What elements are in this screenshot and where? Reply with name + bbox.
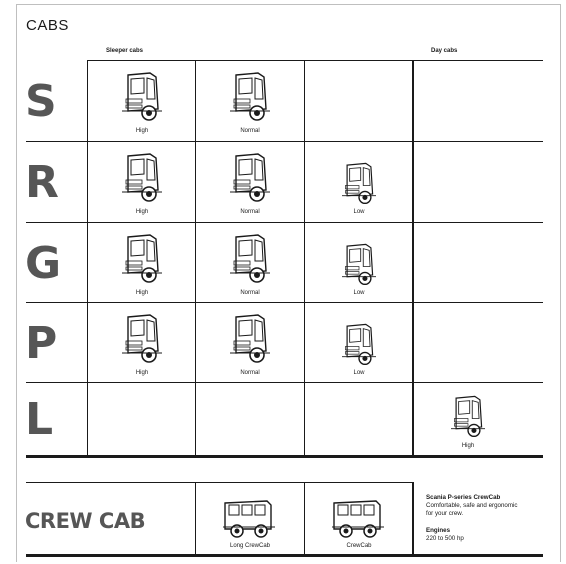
page-title: CABS [26,17,69,34]
row-letter-r: R [25,157,59,208]
cell-p-normal[interactable] [196,303,304,383]
cell-long-crewcab[interactable] [196,483,304,554]
cell-r-low[interactable] [305,142,413,222]
cell-s-normal[interactable] [196,61,304,141]
row-letter-g: G [25,238,62,289]
cell-s-high[interactable] [88,61,196,141]
cell-caption: Normal [240,370,260,376]
truck-cab-high-icon [122,69,162,121]
truck-cab-normal-icon [230,69,270,121]
crew-cab-icon [332,495,386,541]
row-letter-p: P [25,318,58,369]
cell-caption: High [135,209,149,215]
cell-caption: Low [353,290,365,296]
cell-p-high[interactable] [88,303,196,383]
truck-cab-high-icon [448,389,488,441]
crew-cab-icon [223,495,277,541]
cell-g-high[interactable] [88,223,196,303]
cell-r-high[interactable] [88,142,196,222]
cell-crewcab[interactable] [305,483,413,554]
truck-cab-high-icon [122,231,162,283]
truck-cab-normal-icon [230,311,270,363]
cell-caption: Normal [240,290,260,296]
cell-caption: Normal [240,128,260,134]
truck-cab-low-icon [339,317,379,369]
cell-caption: Low [353,209,365,215]
cell-caption: Low [353,370,365,376]
row-letter-s: S [25,76,57,127]
crew-engines-label: Engines [426,527,451,534]
cell-caption: Long CrewCab [229,543,271,549]
crew-cab-label: CREW CAB [25,509,146,533]
truck-cab-normal-icon [230,231,270,283]
cell-g-low[interactable] [305,223,413,303]
crew-info-title: Scania P-series CrewCab [426,494,501,501]
header-sleeper-cabs: Sleeper cabs [106,48,144,54]
crew-engines-value: 220 to 500 hp [426,535,464,542]
cell-r-normal[interactable] [196,142,304,222]
cell-g-normal[interactable] [196,223,304,303]
cell-caption: High [135,370,149,376]
truck-cab-high-icon [122,311,162,363]
truck-cab-high-icon [122,150,162,202]
cell-caption: Normal [240,209,260,215]
crew-info-description: Comfortable, safe and ergonomic for your crew. [426,502,518,518]
truck-cab-low-icon [339,156,379,208]
cell-l-high[interactable] [414,383,522,455]
cell-caption: High [135,290,149,296]
cell-caption: High [135,128,149,134]
row-letter-l: L [25,394,54,445]
truck-cab-normal-icon [230,150,270,202]
cell-p-low[interactable] [305,303,413,383]
cell-caption: CrewCab [346,543,372,549]
header-day-cabs: Day cabs [431,48,458,54]
cell-caption: High [461,443,475,449]
truck-cab-low-icon [339,237,379,289]
